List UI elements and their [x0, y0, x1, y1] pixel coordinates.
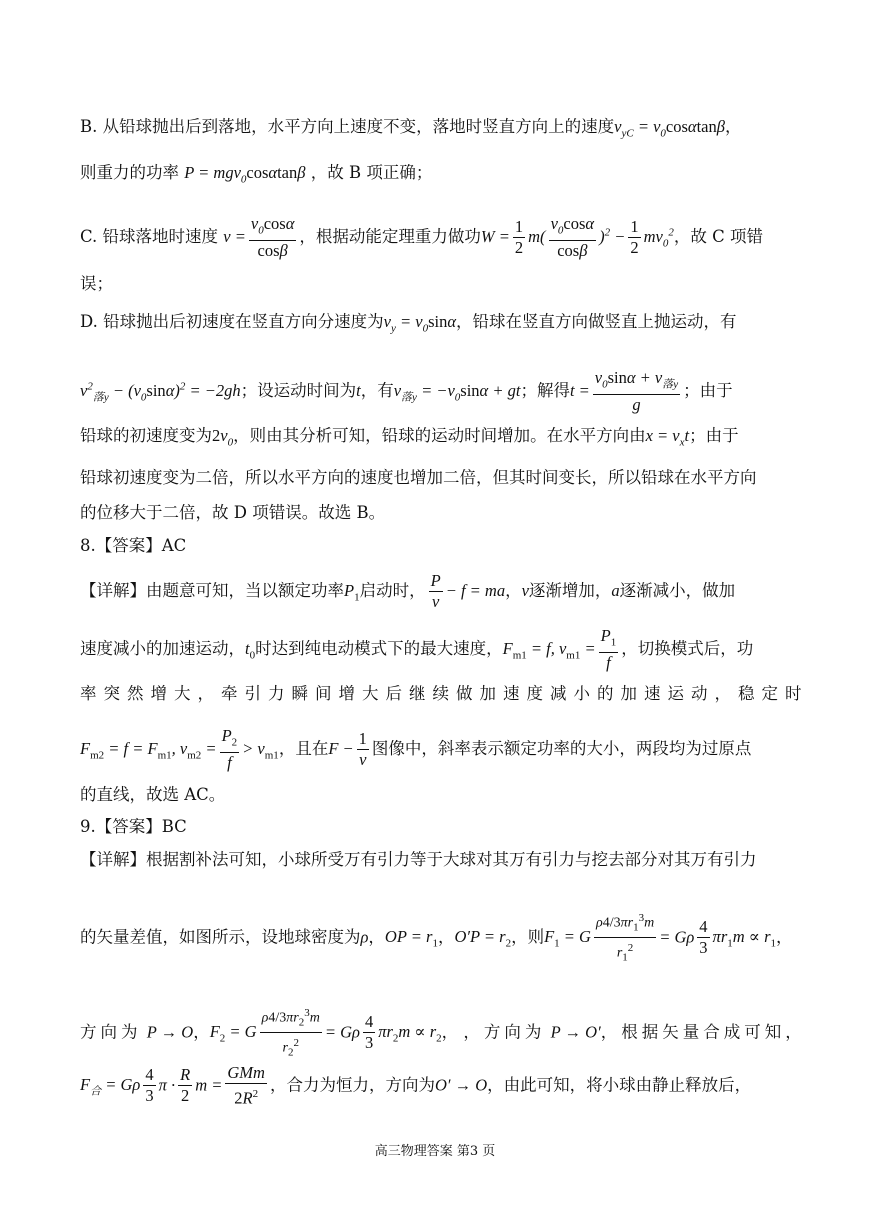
text-line: 铅球的初速度变为$2v_0$，则由其分析可知，铅球的运动时间增加。在水平方向由$x = v_xt$；由于 [80, 426, 739, 449]
text-line: 误； [80, 274, 113, 293]
text-line: 方向为 P → O，$F_2 = G$ $\frac{\rho 4/3\pi r_2^3m}{r_2^2}$ = Gρ $\frac{4}{3}$ $\pi r_2m \propto r_2$， ，方向为 P → O′，根据矢量合成可知， [80, 1003, 800, 1063]
page-footer: 高三物理答案 第3 页 [374, 1144, 496, 1159]
text-line: 的矢量差值，如图所示，设地球密度为ρ，OP = $r_1$，$O'P = r_2$，则$F_1 = G$ $\frac{\rho 4/3\pi r_1^3m}{r_1^2}$ = Gρ $\frac{4}{3}$ $\pi r_1m \propto r_1$， [80, 908, 800, 968]
text-line: B. 从铅球抛出后到落地，水平方向上速度不变，落地时竖直方向上的速度$v_{yC} = v_0\cos\alpha\tan\beta$， [80, 117, 742, 140]
text-line: C. 铅球落地时速度 v = $\frac{v_0\cos\alpha}{\cos\beta}$ ，根据动能定理重力做功W = $\frac{1}{2}$ m( $\frac{v_0\cos\alpha}{\cos\beta}$ )$^2$ − $\frac{1}{2}$ $mv_0^2$，故 C 项错 [80, 214, 763, 261]
text-line: $F_{m2} = f = F_{m1}$, $v_{m2}$ = $\frac{P_2}{f}$ > $v_{m1}$，且在F − $\frac{1}{v}$ 图像中，斜率表示额定功率的大小，两段均为过原点 [80, 726, 752, 773]
text-line: D. 铅球抛出后初速度在竖直方向分速度为$v_y = v_0\sin\alpha$，铅球在竖直方向做竖直上抛运动，有 [80, 312, 737, 335]
text-line: 率突然增大，牵引力瞬间增大后继续做加速度减小的加速运动，稳定时 [80, 684, 809, 703]
text-line: 【详解】由题意可知，当以额定功率$P_1$启动时， $\frac{P}{v}$ − f = ma，v逐渐增加，a逐渐减小，做加 [80, 571, 736, 611]
answer-heading: 9.【答案】BC [80, 817, 187, 836]
text-line: 的直线，故选 AC。 [80, 785, 226, 804]
text-line: 【详解】根据割补法可知，小球所受万有引力等于大球对其万有引力与挖去部分对其万有引力 [80, 850, 757, 869]
answer-heading: 8.【答案】AC [80, 536, 187, 555]
text-line: 则重力的功率 P = mgv$_0$cosαtanβ ，故 B 项正确； [80, 163, 433, 186]
text-line: $F_合 = G\rho$ $\frac{4}{3}$ π · $\frac{R}{2}$ m = $\frac{\text{GMm}}{2R^2}$ ，合力为恒力，方向为O′ → O，由此可知，将小球由静止释放后， [80, 1063, 752, 1108]
text-line: 速度减小的加速运动，$t_0$时达到纯电动模式下的最大速度，$F_{m1} = f$, $v_{m1}$ = $\frac{P_1}{f}$ ，切换模式后，功 [80, 626, 754, 673]
text-line: 铅球初速度变为二倍，所以水平方向的速度也增加二倍，但其时间变长，所以铅球在水平方向 [80, 468, 757, 487]
text-line: $v^2_{落y} - (v_0\sin\alpha)^2 = -2gh$；设运动时间为t，有$v_{落y} = -v_0\sin\alpha$ + gt；解得t = $\frac{v_0\sin\alpha + v_{落y}}{g}$ ；由于 [80, 368, 733, 415]
text-line: 的位移大于二倍，故 D 项错误。故选 B。 [80, 503, 386, 522]
